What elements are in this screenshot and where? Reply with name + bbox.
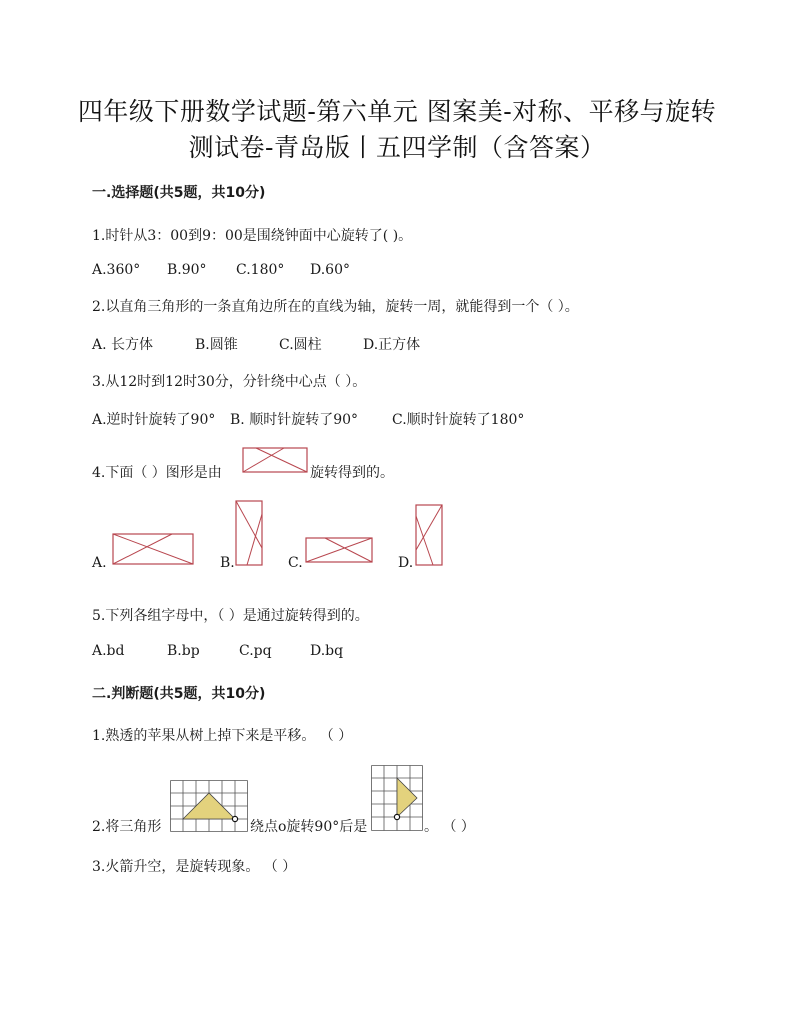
judgment-2-text-c: 。 （ ） [424, 819, 475, 835]
question-5-text: 5.下列各组字母中，（ ）是通过旋转得到的。 [92, 608, 369, 624]
judgment-3-text: 3.火箭升空，是旋转现象。 （ ） [92, 859, 297, 875]
q2-option-b: B.圆锥 [195, 337, 238, 353]
q4-option-a-label: A. [92, 555, 107, 571]
question-3-text: 3.从12时到12时30分，分针绕中心点（ ）。 [92, 374, 367, 390]
question-1-text: 1.时针从3：00到9：00是围绕钟面中心旋转了( )。 [92, 228, 413, 244]
judgment-2-text-b: 绕点o旋转90°后是 [250, 819, 368, 835]
grid-triangle-after-figure [371, 765, 423, 831]
q4-option-b-label: B. [220, 555, 235, 571]
document-title-line2: 测试卷-青岛版丨五四学制（含答案） [188, 133, 606, 162]
document-title-line1: 四年级下册数学试题-第六单元 图案美-对称、平移与旋转 [77, 97, 717, 126]
question-2-text: 2.以直角三角形的一条直角边所在的直线为轴，旋转一周，就能得到一个（ ）。 [92, 299, 579, 315]
q2-option-d: D.正方体 [363, 337, 421, 353]
q1-option-a: A.360° [92, 262, 141, 278]
q1-option-c: C.180° [236, 262, 285, 278]
question-4-text-after: 旋转得到的。 [310, 465, 394, 481]
section-heading-judgment: 二.判断题(共5题，共10分) [92, 686, 266, 702]
q4-option-d-figure [415, 504, 443, 566]
section-heading-choice: 一.选择题(共5题，共10分) [92, 185, 266, 201]
q3-option-c: C.顺时针旋转了180° [392, 412, 525, 428]
q5-option-b: B.bp [167, 643, 200, 659]
q4-source-rectangle-figure [242, 447, 308, 473]
q5-option-c: C.pq [239, 643, 272, 659]
q1-option-d: D.60° [310, 262, 350, 278]
judgment-1-text: 1.熟透的苹果从树上掉下来是平移。 （ ） [92, 728, 353, 744]
q1-option-b: B.90° [167, 262, 207, 278]
question-4-text-before: 4.下面（ ）图形是由 [92, 465, 222, 481]
q4-option-c-label: C. [288, 555, 303, 571]
judgment-2-text-a: 2.将三角形 [92, 819, 162, 835]
q4-option-a-figure [112, 533, 194, 565]
q2-option-a: A. 长方体 [92, 337, 154, 353]
q3-option-b: B. 顺时针旋转了90° [230, 412, 359, 428]
q4-option-b-figure [235, 500, 263, 566]
q4-option-d-label: D. [398, 555, 414, 571]
q2-option-c: C.圆柱 [279, 337, 322, 353]
q4-option-c-figure [305, 537, 373, 563]
grid-triangle-before-figure [170, 780, 248, 832]
q3-option-a: A.逆时针旋转了90° [92, 412, 216, 428]
q5-option-a: A.bd [92, 643, 125, 659]
q5-option-d: D.bq [310, 643, 344, 659]
